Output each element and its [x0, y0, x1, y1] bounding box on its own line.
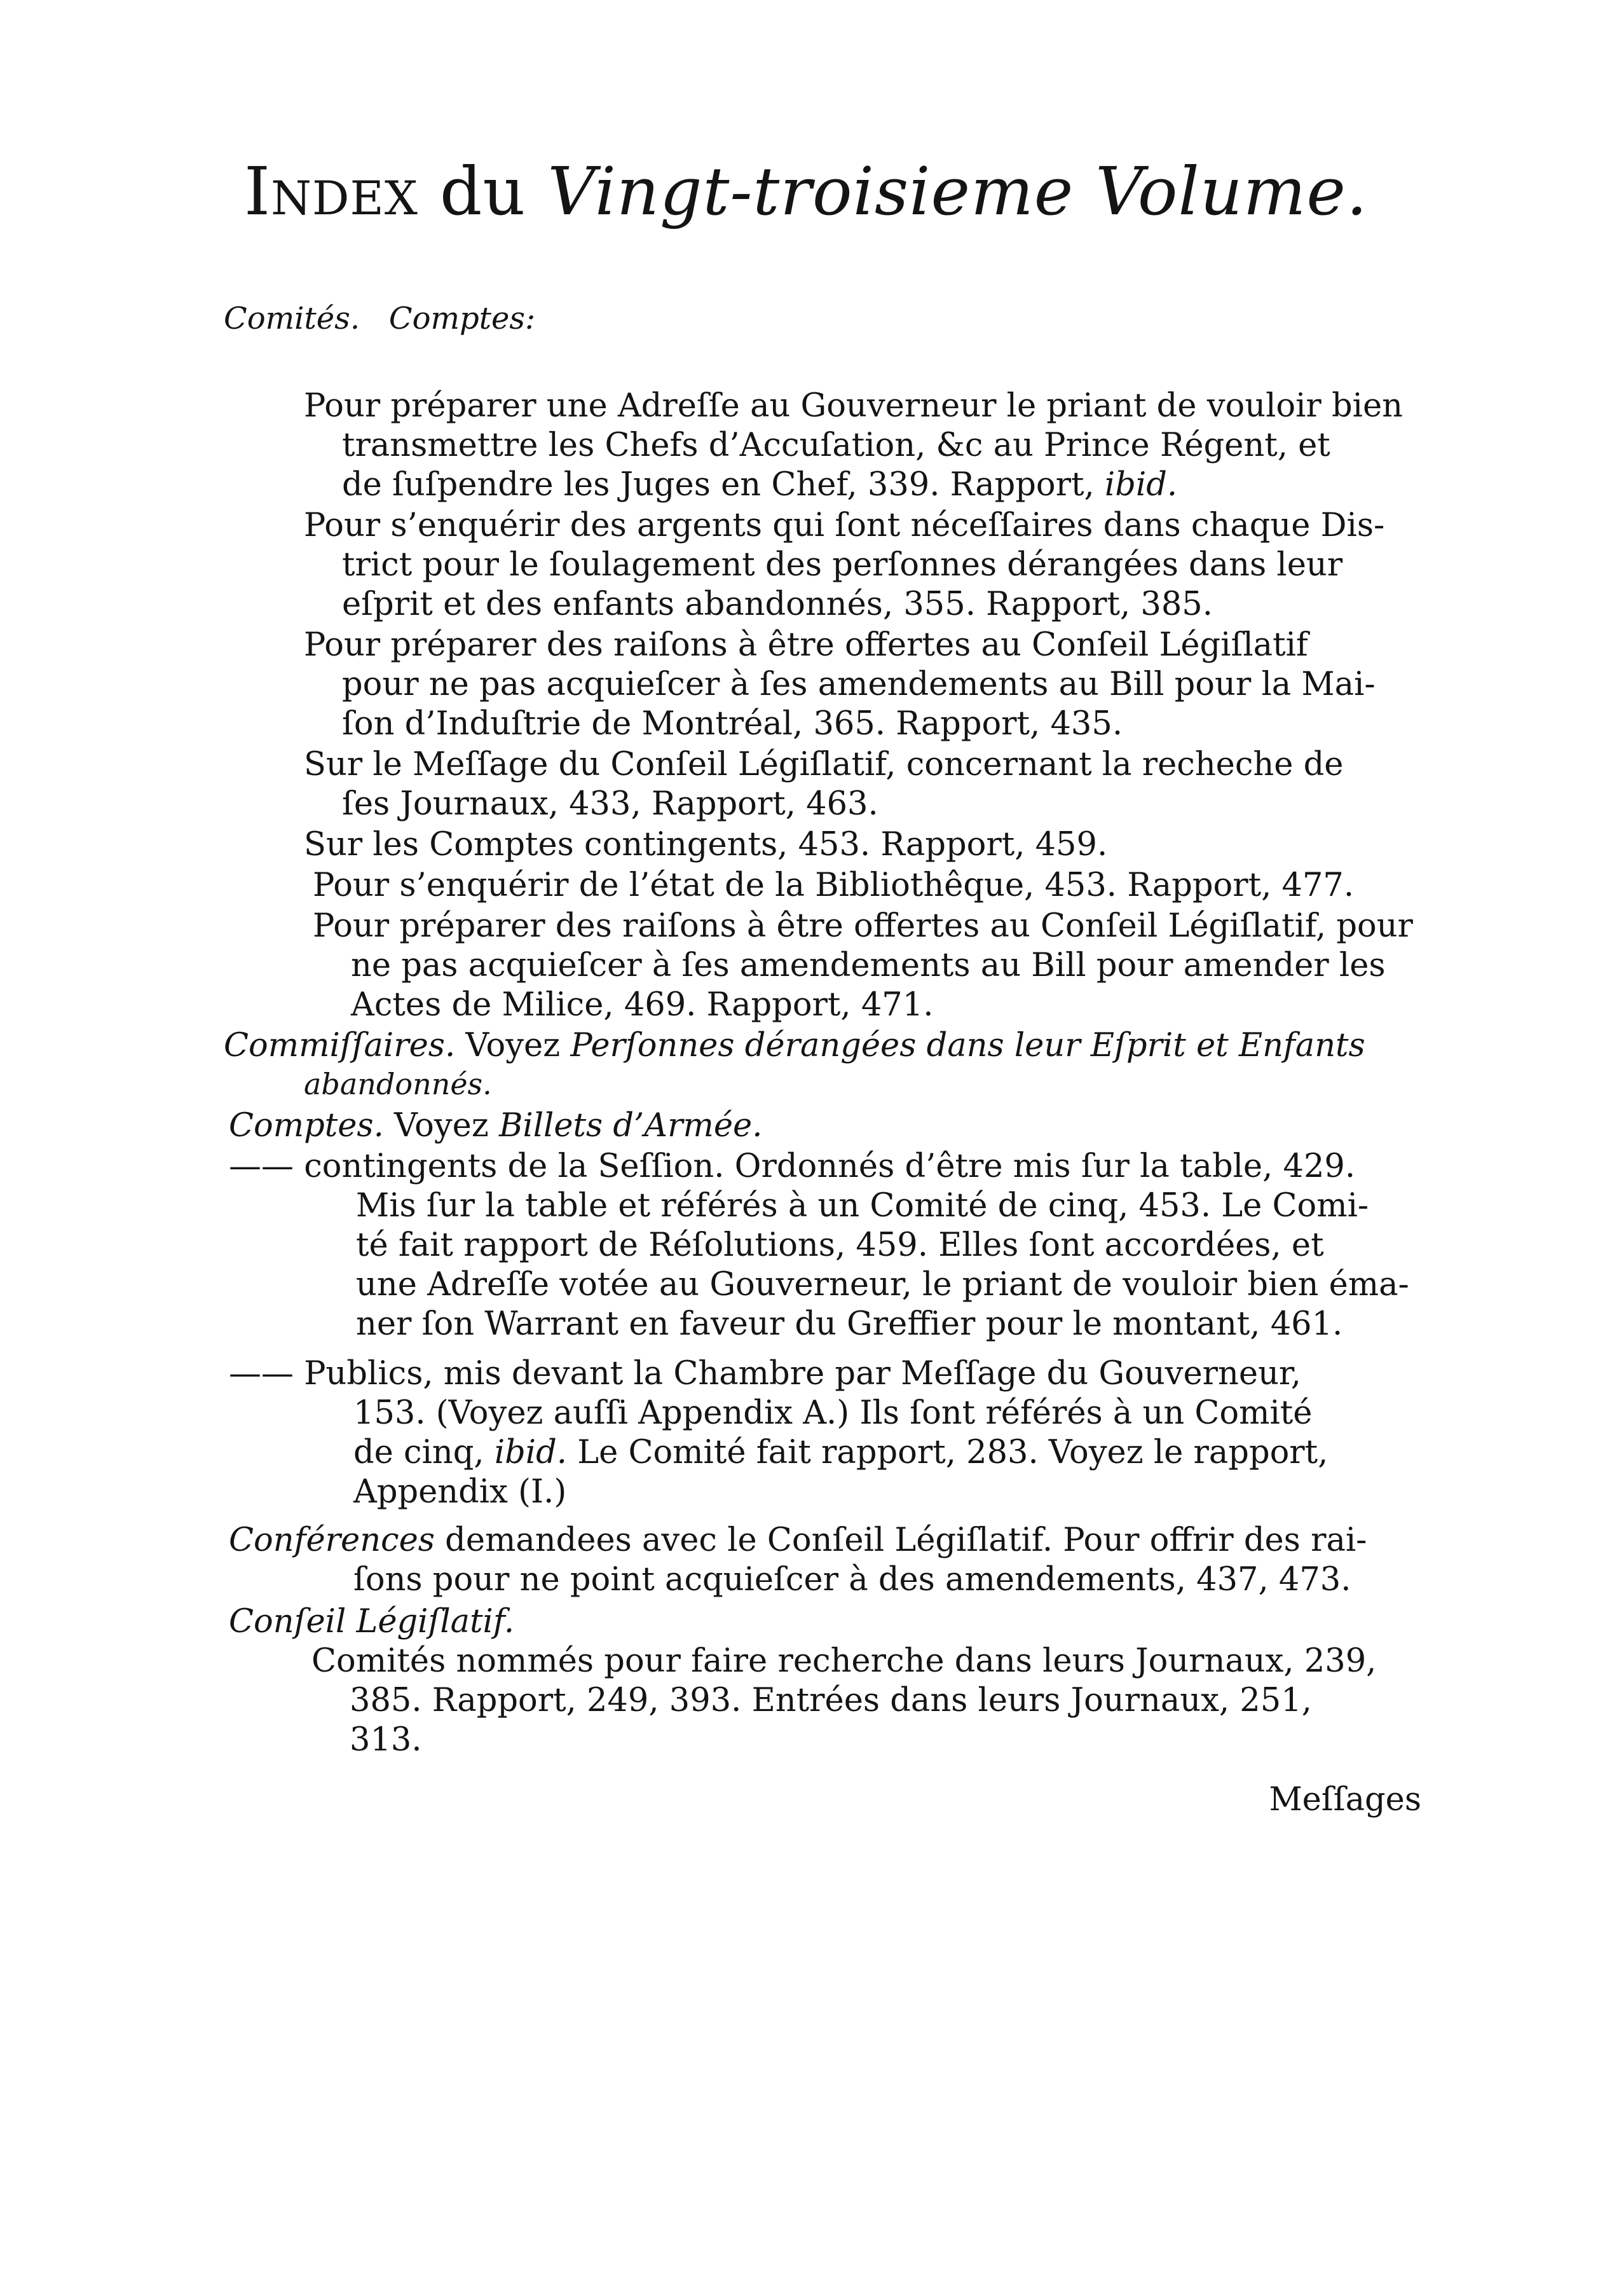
entry-line: ſes Journaux, 433, Rapport, 463. [342, 785, 878, 823]
entry-line: pour ne pas acquieſcer à ſes amendements au Bill pour la Mai- [342, 666, 1376, 703]
entry-line: Conſeil Légiſlatif. [229, 1603, 515, 1640]
entry-line: Sur le Meſſage du Conſeil Légiſlatif, concernant la recheche de [304, 746, 1344, 783]
entry-line: trict pour le ſoulagement des perſonnes dérangées dans leur [342, 546, 1343, 584]
entry-line: ne pas acquieſcer à ſes amendements au Bill pour amender les [351, 947, 1386, 984]
entry-line: Comptes. Voyez Billets d’Armée. [229, 1107, 763, 1145]
entry-line: abandonnés. [304, 1067, 492, 1101]
page-title [0, 150, 1612, 233]
entry-line: Mis ſur la table et référés à un Comité de cinq, 453. Le Comi- [356, 1187, 1369, 1225]
entry-line: —— contingents de la Seſſion. Ordonnés d’être mis ſur la table, 429. [229, 1148, 1356, 1185]
entry-line: eſprit et des enfants abandonnés, 355. Rapport, 385. [342, 586, 1213, 623]
entry-line: ſons pour ne point acquieſcer à des amendements, 437, 473. [353, 1561, 1351, 1598]
title-du: du [439, 153, 526, 230]
entry-line: transmettre les Chefs d’Accuſation, &c au Prince Régent, et [342, 427, 1330, 464]
entry-line: de ſuſpendre les Juges en Chef, 339. Rapport, ibid. [342, 466, 1178, 504]
title-volume: Vingt-troisieme Volume. [547, 153, 1368, 230]
entry-line: Pour s’enquérir de l’état de la Bibliothêque, 453. Rapport, 477. [313, 867, 1355, 904]
entry-line: de cinq, ibid. Le Comité fait rapport, 283. Voyez le rapport, [353, 1434, 1329, 1471]
section-header [224, 299, 535, 338]
header-comptes: Comptes: [388, 301, 536, 336]
entry-line: ſon d’Induſtrie de Montréal, 365. Rapport, 435. [342, 705, 1123, 743]
title-index: Index [244, 153, 418, 230]
entry-line: Pour préparer une Adreſſe au Gouverneur le priant de vouloir bien [304, 387, 1403, 425]
entry-line: 385. Rapport, 249, 393. Entrées dans leurs Journaux, 251, [350, 1682, 1312, 1719]
entry-line: Pour s’enquérir des argents qui ſont néceſſaires dans chaque Dis- [304, 507, 1385, 544]
entry-line: té fait rapport de Réſolutions, 459. Elles ſont accordées, et [356, 1227, 1324, 1264]
catchword: Meſſages [1269, 1781, 1421, 1818]
entry-line: Sur les Comptes contingents, 453. Rapport, 459. [304, 826, 1108, 863]
entry-line: Pour préparer des raiſons à être offertes au Conſeil Légiſlatif [304, 626, 1308, 664]
entry-line: Commiſſaires. Voyez Perſonnes dérangées dans leur Eſprit et Enfants [224, 1027, 1365, 1064]
entry-line: —— Publics, mis devant la Chambre par Meſſage du Gouverneur, [229, 1355, 1301, 1392]
entry-line: 153. (Voyez auſſi Appendix A.) Ils ſont référés à un Comité [353, 1394, 1313, 1432]
entry-line: Actes de Milice, 469. Rapport, 471. [351, 986, 934, 1024]
entry-line: Pour préparer des raiſons à être offertes au Conſeil Légiſlatif, pour [313, 907, 1413, 945]
header-comites: Comités. [224, 301, 360, 336]
entry-line: Conférences demandees avec le Conſeil Légiſlatif. Pour offrir des rai- [229, 1522, 1367, 1559]
entry-line: Appendix (I.) [353, 1473, 567, 1511]
entry-line: ner ſon Warrant en faveur du Greffier pour le montant, 461. [356, 1305, 1343, 1343]
entry-line: Comités nommés pour faire recherche dans leurs Journaux, 239, [311, 1642, 1377, 1680]
entry-line: 313. [350, 1721, 422, 1759]
entry-line: une Adreſſe votée au Gouverneur, le priant de vouloir bien éma- [356, 1266, 1409, 1303]
